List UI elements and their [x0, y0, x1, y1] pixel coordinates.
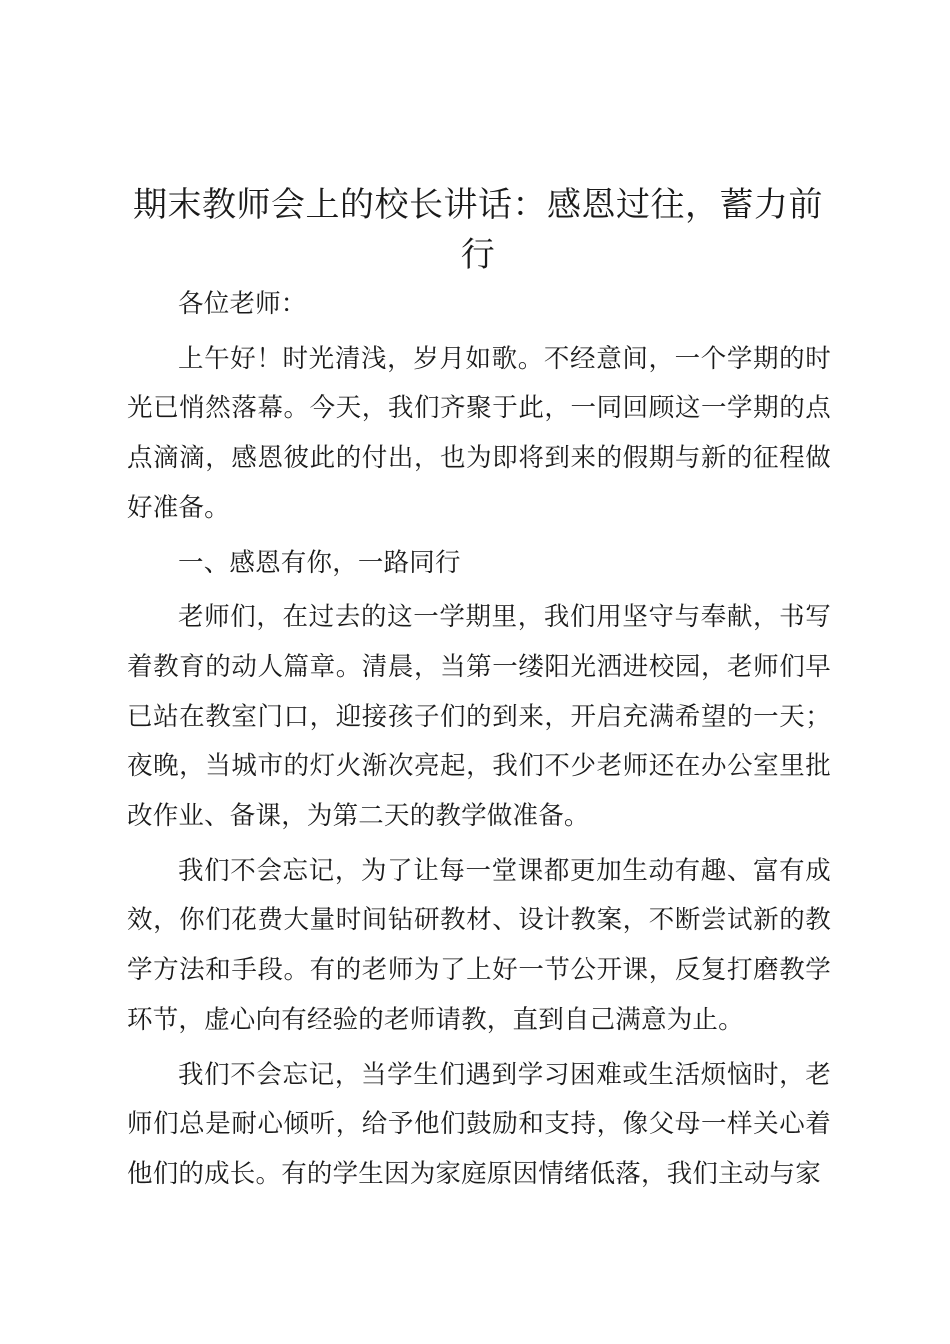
- document-title: 期末教师会上的校长讲话：感恩过往，蓄力前行: [133, 185, 823, 275]
- opening-paragraph: 上午好！时光清浅，岁月如歌。不经意间，一个学期的时光已悄然落幕。今天，我们齐聚于此，一同回顾这一学期的点点滴滴，感恩彼此的付出，也为即将到来的假期与新的征程做好准备。: [127, 343, 831, 523]
- salutation: 各位老师：: [178, 289, 307, 319]
- body-paragraph: 我们不会忘记，当学生们遇到学习困难或生活烦恼时，老师们总是耐心倾听，给予他们鼓励和支持，像父母一样关心着他们的成长。有的学生因为家庭原因情绪低落，我们主动与家: [127, 1059, 831, 1189]
- body-paragraph: 我们不会忘记，为了让每一堂课都更加生动有趣、富有成效，你们花费大量时间钻研教材、设计教案，不断尝试新的教学方法和手段。有的老师为了上好一节公开课，反复打磨教学环节，虚心向有经验的老师请教，直到自己满意为止。: [127, 855, 831, 1035]
- section-heading: 一、感恩有你，一路同行: [178, 547, 461, 578]
- document-body: [127, 280, 831, 1205]
- body-paragraph: 老师们，在过去的这一学期里，我们用坚守与奉献，书写着教育的动人篇章。清晨，当第一缕阳光洒进校园，老师们早已站在教室门口，迎接孩子们的到来，开启充满希望的一天；夜晚，当城市的灯火渐次亮起，我们不少老师还在办公室里批改作业、备课，为第二天的教学做准备。: [127, 602, 831, 832]
